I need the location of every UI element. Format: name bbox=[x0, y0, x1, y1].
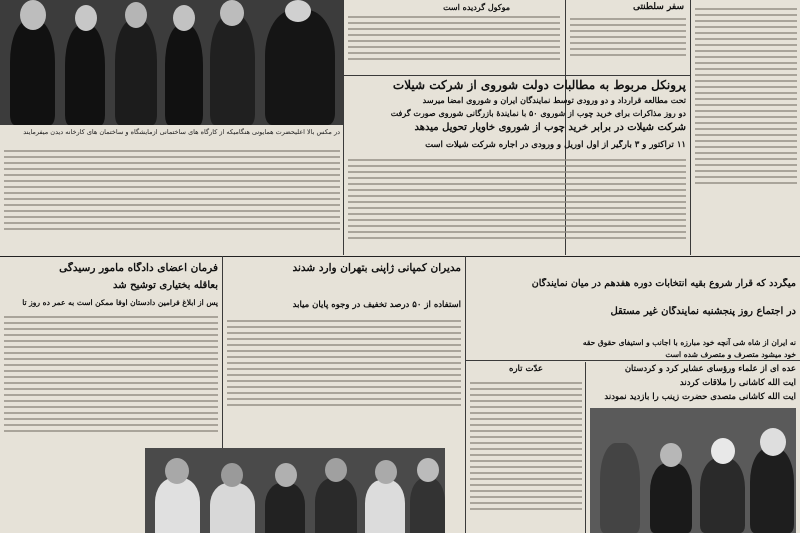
headline-bakhtiari: بعاقله بختیاری توشیح شد bbox=[113, 280, 218, 291]
photo-group-meeting bbox=[145, 448, 445, 533]
article-body-box bbox=[470, 378, 582, 528]
column-rule bbox=[465, 256, 466, 533]
main-headline: پرونکل مربوط به مطالبات دولت شوروی از شرکت شیلات bbox=[392, 78, 686, 92]
headline-elections-4: خود میشود متصرف و متصرف شده است bbox=[665, 350, 796, 359]
headline-court-decree: فرمان اعضای دادگاه مامور رسیدگی bbox=[59, 262, 218, 274]
headline-kurdish-leaders: عده ای از علماء ورؤسای عشایر کرد و کردستان bbox=[624, 364, 796, 374]
column-rule bbox=[690, 0, 691, 255]
article-body-top-middle bbox=[348, 12, 560, 72]
main-subhead-4: ۱۱ تراکتور و ۳ بارگیر از اول آوریل و ورودی در اجاره شرکت شیلات است bbox=[425, 140, 686, 150]
photo-clerics bbox=[590, 408, 796, 533]
article-body-bottom-left bbox=[4, 312, 218, 452]
box-title: عدّت تاره bbox=[508, 364, 543, 374]
article-headline-small: موکول گردیده است bbox=[443, 2, 510, 12]
article-body-bottom-middle bbox=[227, 316, 461, 442]
headline-kashani-meeting: آیت الله کاشانی را ملاقات کردند bbox=[679, 378, 796, 388]
headline-japanese-company: مدیران کمپانی ژاپنی بتهران وارد شدند bbox=[292, 262, 461, 274]
headline-elections-1: میگردد که قرار شروع بقیه انتخابات دوره هفدهم در میان نمایندگان bbox=[531, 278, 796, 289]
section-rule bbox=[0, 256, 800, 257]
headline-elections-3: نه ایران از شاه شی آنچه خود مبارزه با اجانب و استیفای حقوق حقه bbox=[582, 338, 796, 347]
headline-elections-2: در اجتماع روز پنجشنبه نمایندگان غیر مستقل bbox=[610, 306, 796, 317]
article-body-top-right bbox=[570, 14, 686, 74]
column-rule bbox=[585, 362, 586, 533]
section-rule bbox=[343, 75, 690, 76]
headline-prosecutor: پس از ابلاغ فرامین دادستان اوفا ممکن است به عمر ده روز تا bbox=[22, 298, 218, 307]
main-subhead-3: شرکت شیلات در برابر خرید چوب از شوروی خاویار تحویل میدهد bbox=[414, 122, 686, 133]
main-subhead-2: دو روز مذاکرات برای خرید چوب از شوروی ۵۰ با نمایندهٔ بازرگانی شوروی صورت گرفت bbox=[390, 108, 686, 118]
article-body-left-upper bbox=[4, 146, 340, 246]
photo-officials-lineup bbox=[0, 0, 343, 125]
subhead-discount: استفاده از ۵۰ درصد تخفیف در وجوه پایان میابد bbox=[292, 300, 461, 310]
article-headline-royal-trip: سفر سلطنتی bbox=[632, 2, 684, 12]
photo-caption-officials: در مکس بالا اعلیحضرت همایونی هنگامیکه از کارگاه های ساختمانی ازمایشگاه و ساختمان های کارخانه دیدن میفرمایند bbox=[23, 128, 340, 136]
article-body-main bbox=[348, 155, 686, 253]
article-body-far-right bbox=[695, 4, 797, 252]
section-rule bbox=[465, 360, 800, 361]
column-rule bbox=[343, 0, 344, 255]
main-subhead-1: تحت مطالعه قرارداد و دو ورودی توسط نمایندگان ایران و شوروی امضا میرسد bbox=[422, 95, 686, 105]
headline-kashani-visit: آیت الله کاشانی متصدی حضرت زینب را بازدید نمودند bbox=[604, 392, 796, 402]
